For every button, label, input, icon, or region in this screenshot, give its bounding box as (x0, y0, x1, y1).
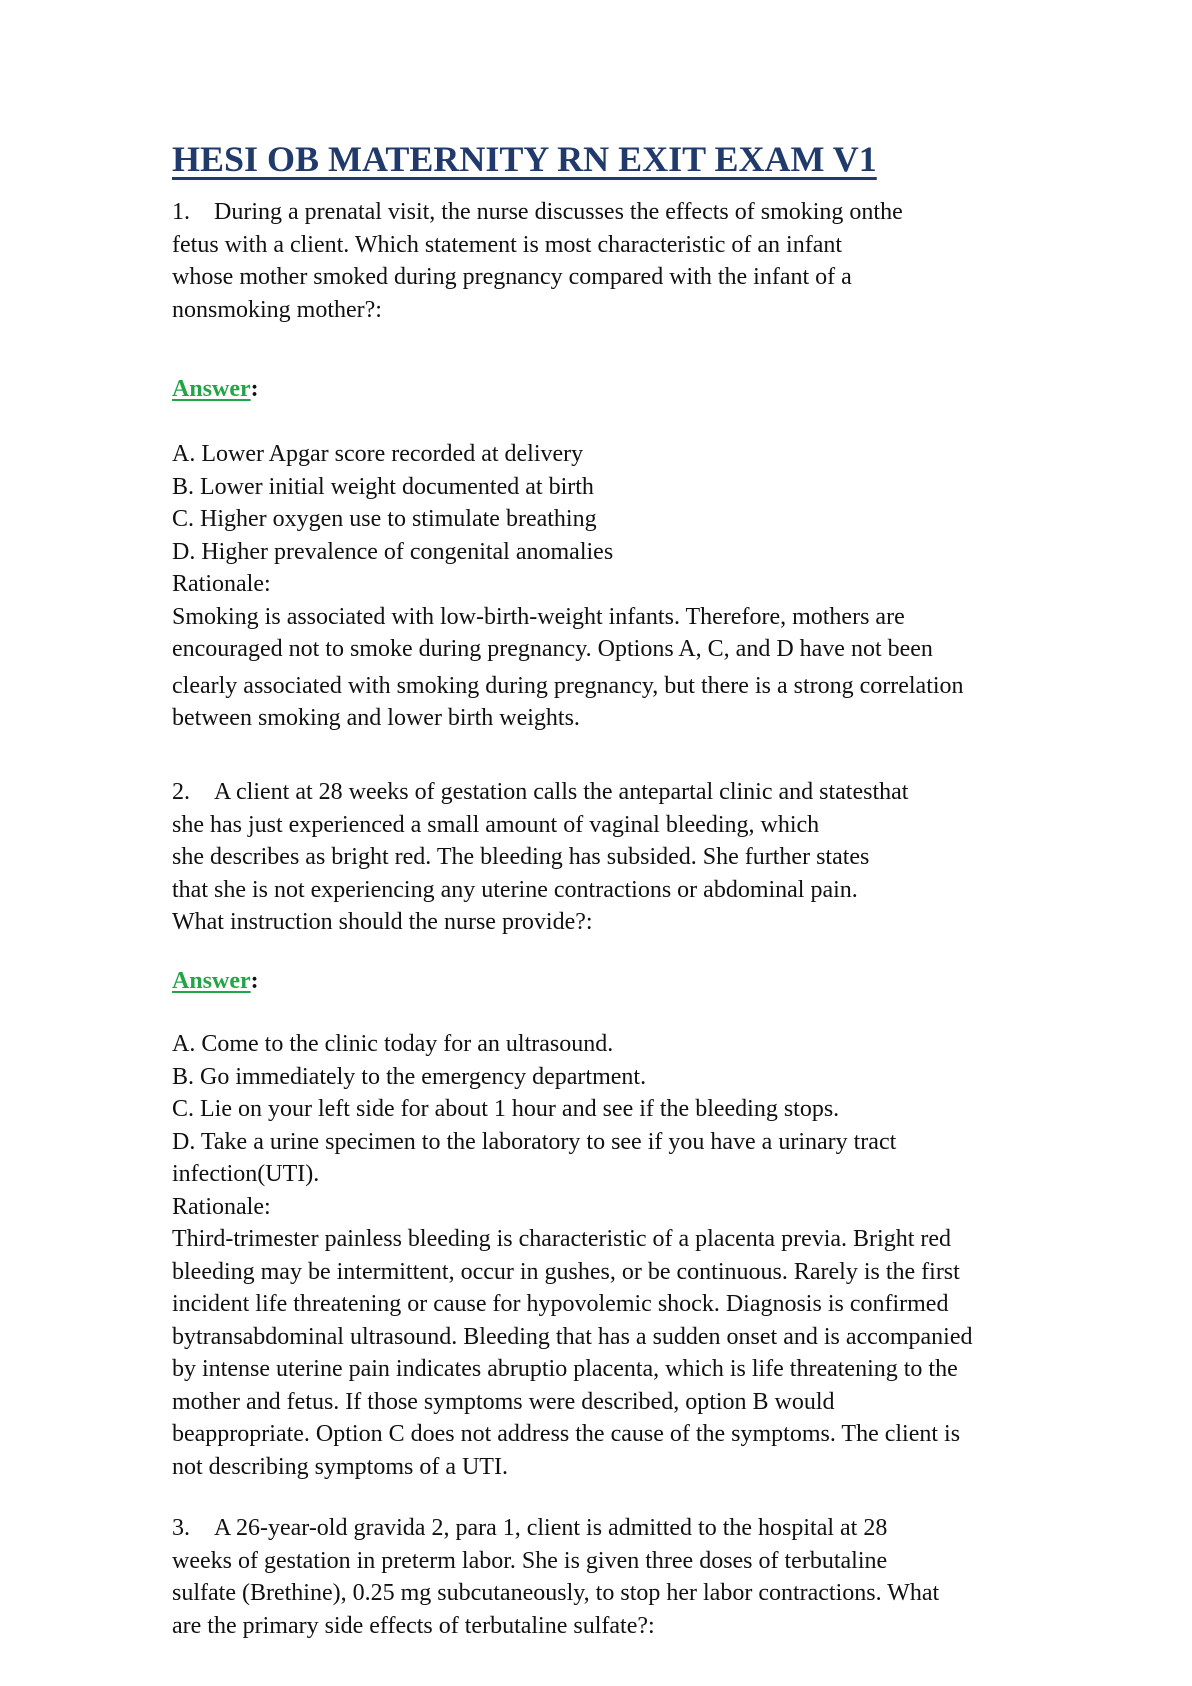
stem-line: 3. A 26-year-old gravida 2, para 1, client is admitted to the hospital at 28 (172, 1512, 939, 1545)
stem-line: she describes as bright red. The bleeding has subsided. She further states (172, 844, 870, 870)
rationale-line: bleeding may be intermittent, occur in gushes, or be continuous. Rarely is the first (172, 1258, 960, 1285)
stem-line: weeks of gestation in preterm labor. She is given three doses of terbutaline (172, 1547, 888, 1574)
answer-label: Answer (172, 376, 251, 402)
rationale-line: by intense uterine pain indicates abruptio placenta, which is life threatening to the (172, 1356, 958, 1382)
stem-line: that she is not experiencing any uterine contractions or abdominal pain. (172, 876, 858, 903)
question-number: 2. (172, 779, 190, 805)
stem-line: sulfate (Brethine), 0.25 mg subcutaneously, to stop her labor contractions. What (172, 1580, 940, 1606)
question-2-answer-heading (172, 968, 259, 995)
stem-line: 2. A client at 28 weeks of gestation calls the antepartal clinic and statesthat (172, 776, 908, 809)
question-1-stem (172, 196, 903, 326)
rationale-line: beappropriate. Option C does not address the cause of the symptoms. The client is (172, 1421, 961, 1447)
stem-line: nonsmoking mother?: (172, 296, 382, 323)
question-2-stem (172, 776, 908, 939)
rationale-line: Third-trimester painless bleeding is characteristic of a placenta previa. Bright red (172, 1226, 952, 1252)
option-a: A. Come to the clinic today for an ultrasound. (172, 1031, 614, 1057)
option-b: B. Go immediately to the emergency department. (172, 1063, 647, 1090)
stem-line: whose mother smoked during pregnancy compared with the infant of a (172, 264, 852, 290)
document-title: HESI OB MATERNITY RN EXIT EXAM V1 (172, 139, 877, 179)
rationale-label: Rationale: (172, 571, 271, 597)
option-b: B. Lower initial weight documented at birth (172, 473, 594, 500)
option-c: C. Lie on your left side for about 1 hour and see if the bleeding stops. (172, 1096, 840, 1122)
rationale-line: mother and fetus. If those symptoms were described, option B would (172, 1388, 835, 1415)
option-c: C. Higher oxygen use to stimulate breathing (172, 506, 597, 532)
answer-colon: : (250, 376, 259, 402)
answer-colon: : (250, 968, 259, 994)
rationale-line: clearly associated with smoking during pregnancy, but there is a strong correlation (172, 672, 964, 699)
question-2-options (172, 1028, 972, 1483)
rationale-line: encouraged not to smoke during pregnancy. Options A, C, and D have not been (172, 636, 933, 662)
option-a: A. Lower Apgar score recorded at delivery (172, 441, 584, 467)
stem-line: 1. During a prenatal visit, the nurse discusses the effects of smoking onthe (172, 196, 903, 229)
option-d-continued: infection(UTI). (172, 1161, 320, 1187)
rationale-label: Rationale: (172, 1193, 271, 1220)
answer-label: Answer (172, 968, 251, 994)
stem-line: What instruction should the nurse provide?: (172, 909, 593, 935)
rationale-line: bytransabdominal ultrasound. Bleeding that has a sudden onset and is accompanied (172, 1323, 973, 1350)
option-d: D. Higher prevalence of congenital anomalies (172, 538, 614, 565)
rationale-line: Smoking is associated with low-birth-weight infants. Therefore, mothers are (172, 603, 905, 630)
rationale-line: between smoking and lower birth weights. (172, 705, 580, 731)
rationale-line: incident life threatening or cause for hypovolemic shock. Diagnosis is confirmed (172, 1291, 949, 1317)
question-3-stem (172, 1512, 939, 1642)
question-1-options (172, 438, 964, 735)
question-1-answer-heading (172, 376, 259, 403)
option-d: D. Take a urine specimen to the laboratory to see if you have a urinary tract (172, 1128, 897, 1155)
rationale-line: not describing symptoms of a UTI. (172, 1453, 508, 1480)
question-number: 3. (172, 1515, 190, 1541)
stem-line: she has just experienced a small amount of vaginal bleeding, which (172, 811, 820, 838)
stem-line: are the primary side effects of terbutaline sulfate?: (172, 1612, 655, 1639)
stem-line: fetus with a client. Which statement is most characteristic of an infant (172, 231, 843, 258)
question-number: 1. (172, 199, 190, 225)
